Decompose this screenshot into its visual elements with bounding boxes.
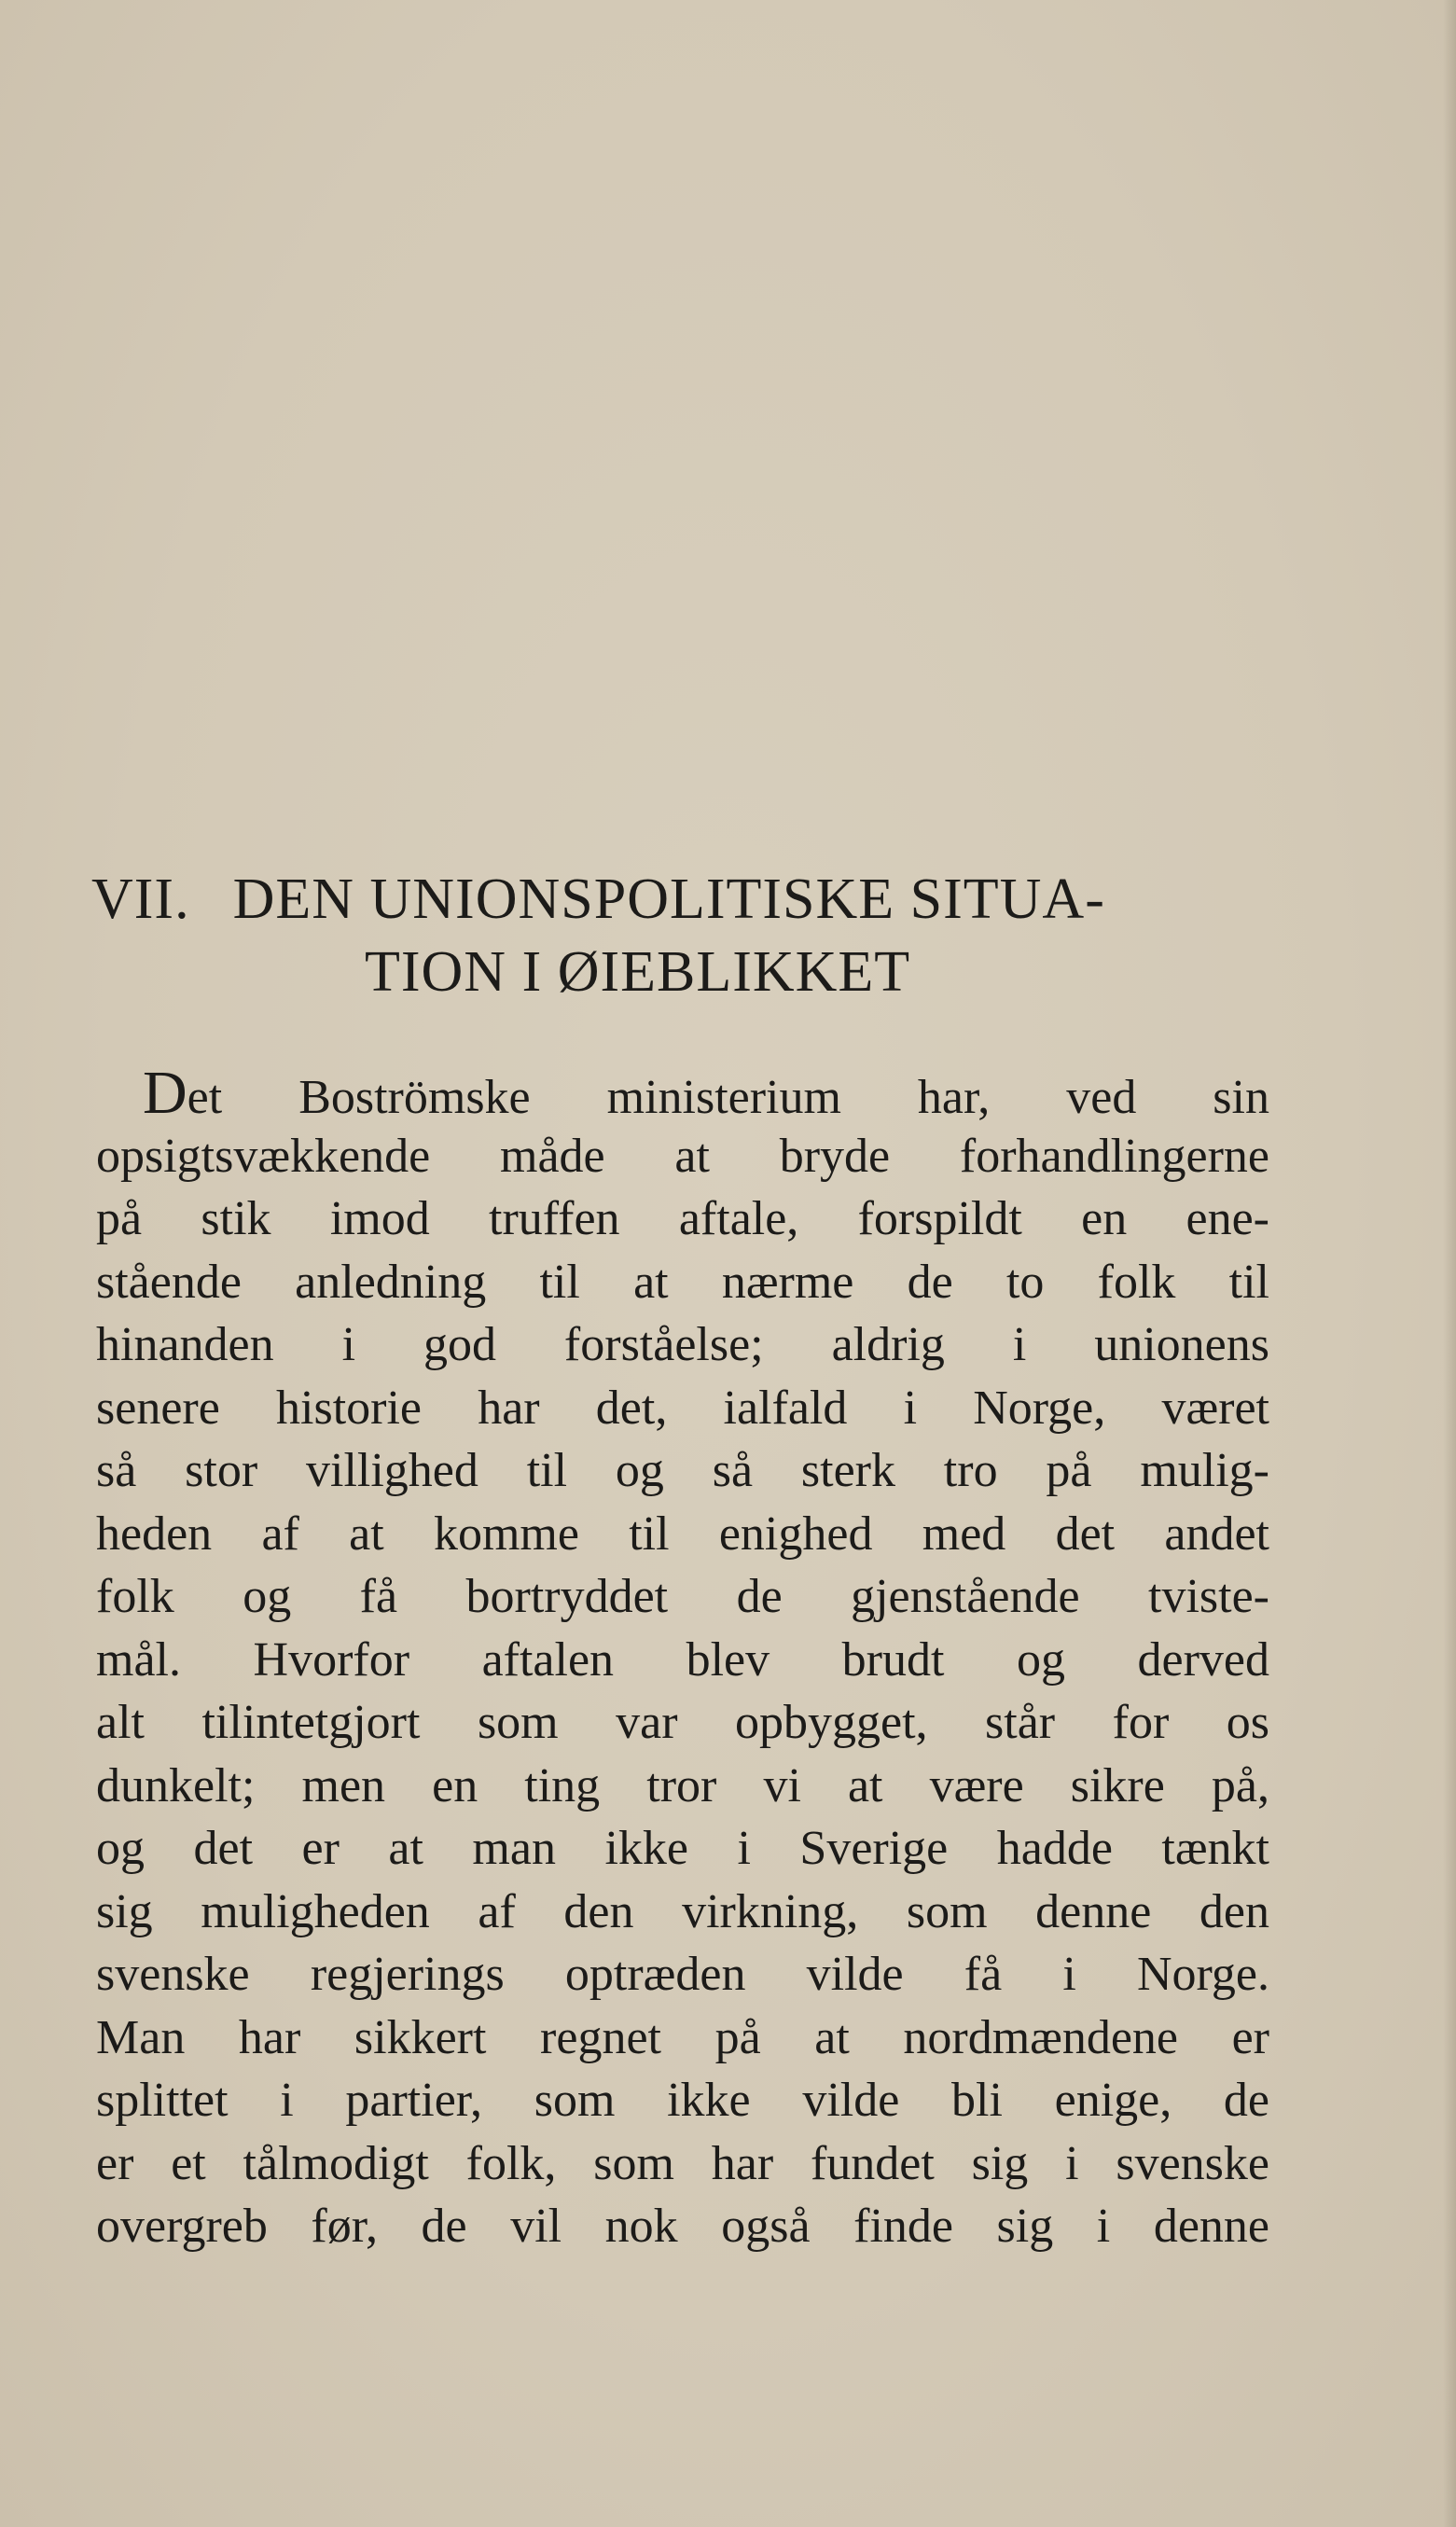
initial-letter: D (143, 1059, 187, 1127)
text-line-1 (96, 1059, 1269, 1127)
text-line: dunkelt; men en ting tror vi at være sikre på, (96, 1758, 1269, 1812)
text-line: Man har sikkert regnet på at nordmændene er (96, 2010, 1269, 2064)
text-line: sig muligheden af den virkning, som denne den (96, 1884, 1269, 1938)
text-line: hinanden i god forståelse; aldrig i unionens (96, 1318, 1269, 1371)
text-line: stående anledning til at nærme de to folk til (96, 1255, 1269, 1309)
text-line: splittet i partier, som ikke vilde bli enige, de (96, 2074, 1269, 2127)
text-line: overgreb før, de vil nok også finde sig i denne (96, 2200, 1269, 2253)
text-line: svenske regjerings optræden vilde få i Norge. (96, 1948, 1269, 2001)
page-edge-shadow (1443, 0, 1456, 2527)
text-line: mål. Hvorfor aftalen blev brudt og derved (96, 1632, 1269, 1687)
text-line: opsigtsvækkende måde at bryde forhandlingerne (96, 1129, 1269, 1183)
body-text (96, 1059, 1269, 2258)
text-line: senere historie har det, ialfald i Norge, været (96, 1381, 1269, 1435)
text-line: så stor villighed til og så sterk tro på mulig- (96, 1444, 1269, 1497)
chapter-title-line-1: DEN UNIONSPOLITISKE SITUA- (232, 868, 1105, 931)
text-line: er et tålmodigt folk, som har fundet sig i svenske (96, 2136, 1269, 2190)
text-line: alt tilintetgjort som var opbygget, står for os (96, 1696, 1269, 1749)
chapter-number: VII. (91, 868, 190, 931)
chapter-heading (91, 863, 1304, 1008)
text-line: og det er at man ikke i Sverige hadde tænkt (96, 1822, 1269, 1875)
text-line: heden af at komme til enighed med det andet (96, 1506, 1269, 1561)
chapter-title-line-2: TION I ØIEBLIKKET (365, 940, 911, 1004)
text-line: på stik imod truffen aftale, forspildt en ene- (96, 1192, 1269, 1245)
text-line: folk og få bortryddet de gjenstående tviste- (96, 1570, 1269, 1623)
text-line-1-content: et Boströmske ministerium har, ved sin (187, 1071, 1269, 1124)
